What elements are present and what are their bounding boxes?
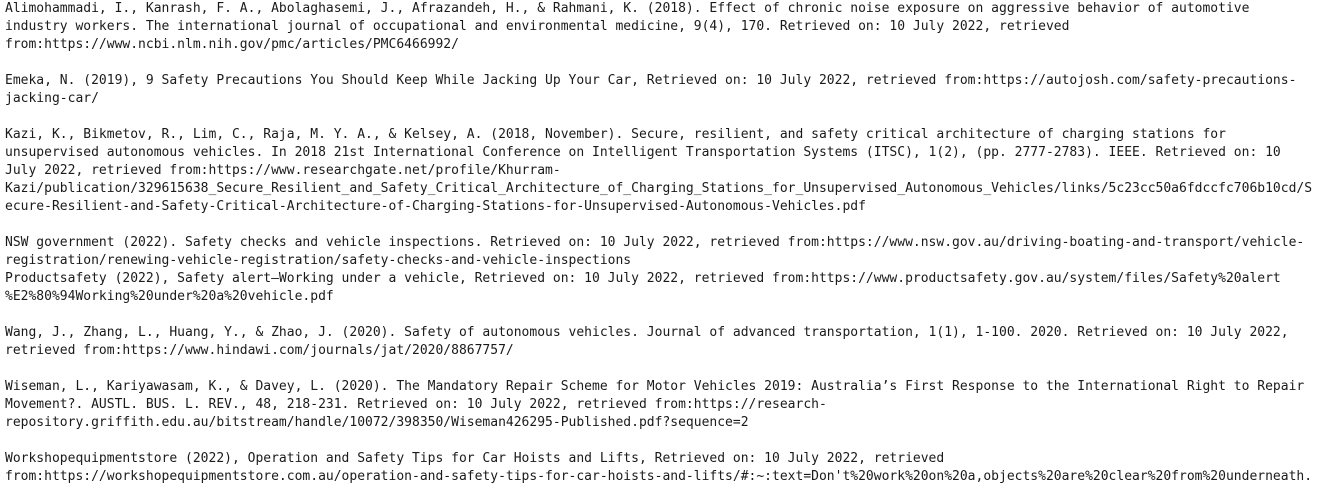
reference-line: Kazi, K., Bikmetov, R., Lim, C., Raja, M. Y. A., & Kelsey, A. (2018, November). Secure, resilient, and safety critical architecture of charging stations for: [5, 127, 1226, 142]
reference-workshopequipmentstore: [5, 450, 1341, 486]
reference-line: July 2022, retrieved from:https://www.researchgate.net/profile/Khurram-: [5, 163, 561, 178]
reference-wang: [5, 324, 1341, 360]
reference-kazi: [5, 126, 1341, 216]
reference-spacer: [5, 360, 1341, 378]
reference-alimohammadi: [5, 0, 1341, 54]
reference-url-line: jacking-car/: [5, 91, 99, 106]
reference-line: industry workers. The international journal of occupational and environmental medicine, 9(4), 170. Retrieved on: 10 July 2022, retrieved: [5, 19, 1070, 34]
reference-nsw-productsafety: [5, 234, 1341, 306]
reference-url-line: ecure-Resilient-and-Safety-Critical-Architecture-of-Charging-Stations-for-Unsupervised-Autonomous-Vehicles.pdf: [5, 199, 866, 214]
reference-url-line: retrieved from:https://www.hindawi.com/journals/jat/2020/8867757/: [5, 343, 514, 358]
reference-url-line: registration/renewing-vehicle-registration/safety-checks-and-vehicle-inspections: [5, 253, 632, 268]
reference-line: unsupervised autonomous vehicles. In 2018 21st International Conference on Intelligent Transportation Systems (ITSC), 1(2), (pp. 2777-2783). IEEE. Retrieved on: 10: [5, 145, 1281, 160]
reference-url-line: repository.griffith.edu.au/bitstream/handle/10072/398350/Wiseman426295-Published.pdf?sequence=2: [5, 415, 749, 430]
reference-url-line: Kazi/publication/329615638_Secure_Resilient_and_Safety_Critical_Architecture_of_Charging_Stations_for_Unsupervised_Autonomous_Vehicles/links/5c23cc50a6fdccfc706b10cd/S: [5, 181, 1313, 196]
reference-emeka: [5, 72, 1341, 108]
reference-line: Wiseman, L., Kariyawasam, K., & Davey, L. (2020). The Mandatory Repair Scheme for Motor Vehicles 2019: Australia’s First Response to the International Right to Repair: [5, 379, 1305, 394]
reference-line: Emeka, N. (2019), 9 Safety Precautions You Should Keep While Jacking Up Your Car, Retrieved on: 10 July 2022, retrieved from:https://autojosh.com/safety-precautions-: [5, 73, 1297, 88]
reference-line: Wang, J., Zhang, L., Huang, Y., & Zhao, J. (2020). Safety of autonomous vehicles. Journal of advanced transportation, 1(1), 1-100. 2020. Retrieved on: 10 July 2022,: [5, 325, 1289, 340]
reference-line: NSW government (2022). Safety checks and vehicle inspections. Retrieved on: 10 July 2022, retrieved from:https://www.nsw.gov.au/driving-boating-and-transport/vehicle-: [5, 235, 1305, 250]
reference-spacer: [5, 306, 1341, 324]
reference-spacer: [5, 216, 1341, 234]
reference-url-line: from:https://www.ncbi.nlm.nih.gov/pmc/articles/PMC6466992/: [5, 37, 459, 52]
reference-url-line: from:https://workshopequipmentstore.com.au/operation-and-safety-tips-for-car-hoists-and-lifts/#:~:text=Don't%20work%20on%20a,objects%20are%20clear%20from%20underneath.: [5, 469, 1313, 484]
reference-list: [5, 0, 1341, 486]
reference-line: Workshopequipmentstore (2022), Operation and Safety Tips for Car Hoists and Lifts, Retrieved on: 10 July 2022, retrieved: [5, 451, 945, 466]
reference-spacer: [5, 54, 1341, 72]
reference-spacer: [5, 108, 1341, 126]
reference-line: Productsafety (2022), Safety alert—Working under a vehicle, Retrieved on: 10 July 2022, retrieved from:https://www.productsafety.gov.au/system/files/Safety%20alert: [5, 271, 1281, 286]
reference-line: Alimohammadi, I., Kanrash, F. A., Abolaghasemi, J., Afrazandeh, H., & Rahmani, K. (2018). Effect of chronic noise exposure on aggressive behavior of automotive: [5, 1, 1250, 16]
reference-wiseman: [5, 378, 1341, 432]
reference-spacer: [5, 432, 1341, 450]
reference-url-line: %E2%80%94Working%20under%20a%20vehicle.pdf: [5, 289, 334, 304]
reference-line: Movement?. AUSTL. BUS. L. REV., 48, 218-231. Retrieved on: 10 July 2022, retrieved from:https://research-: [5, 397, 827, 412]
